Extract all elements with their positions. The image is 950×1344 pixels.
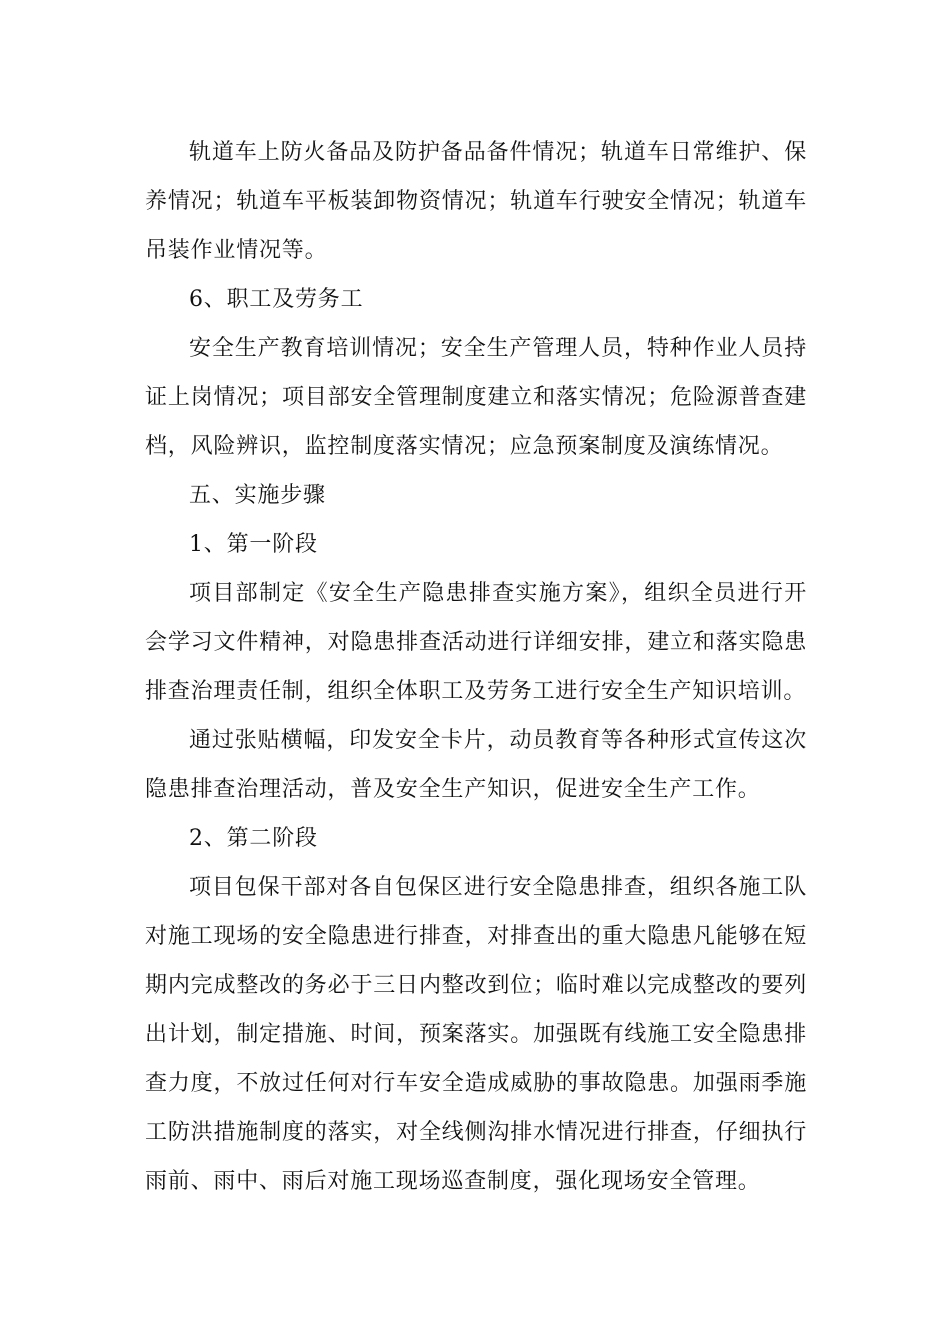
paragraph-railcar-inspection: 轨道车上防火备品及防护备品备件情况；轨道车日常维护、保养情况；轨道车平板装卸物资情况；轨道车行驶安全情况；轨道车吊装作业情况等。	[145, 140, 807, 263]
heading-implementation-steps: 五、实施步骤	[189, 483, 326, 508]
paragraph-phase-two-inspection: 项目包保干部对各自包保区进行安全隐患排查，组织各施工队对施工现场的安全隐患进行排查，对排查出的重大隐患凡能够在短期内完成整改的务必于三日内整改到位；临时难以完成整改的要列出计划，制定措施、时间，预案落实。加强既有线施工安全隐患排查力度，不放过任何对行车安全造成威胁的事故隐患。加强雨季施工防洪措施制度的落实，对全线侧沟排水情况进行排查，仔细执行雨前、雨中、雨后对施工现场巡查制度，强化现场安全管理。	[145, 875, 807, 1194]
paragraph-phase-one-publicity: 通过张贴横幅，印发安全卡片，动员教育等各种形式宣传这次隐患排查治理活动，普及安全生产知识，促进安全生产工作。	[145, 728, 807, 802]
heading-phase-one: 1、第一阶段	[189, 532, 318, 557]
document-body	[145, 128, 807, 1206]
heading-staff-and-labor: 6、职工及劳务工	[189, 287, 364, 312]
heading-phase-two: 2、第二阶段	[189, 826, 318, 851]
paragraph-phase-one-plan: 项目部制定《安全生产隐患排查实施方案》，组织全员进行开会学习文件精神，对隐患排查活动进行详细安排，建立和落实隐患排查治理责任制，组织全体职工及劳务工进行安全生产知识培训。	[145, 581, 807, 704]
paragraph-safety-training: 安全生产教育培训情况；安全生产管理人员，特种作业人员持证上岗情况；项目部安全管理制度建立和落实情况；危险源普查建档，风险辨识，监控制度落实情况；应急预案制度及演练情况。	[145, 336, 807, 459]
